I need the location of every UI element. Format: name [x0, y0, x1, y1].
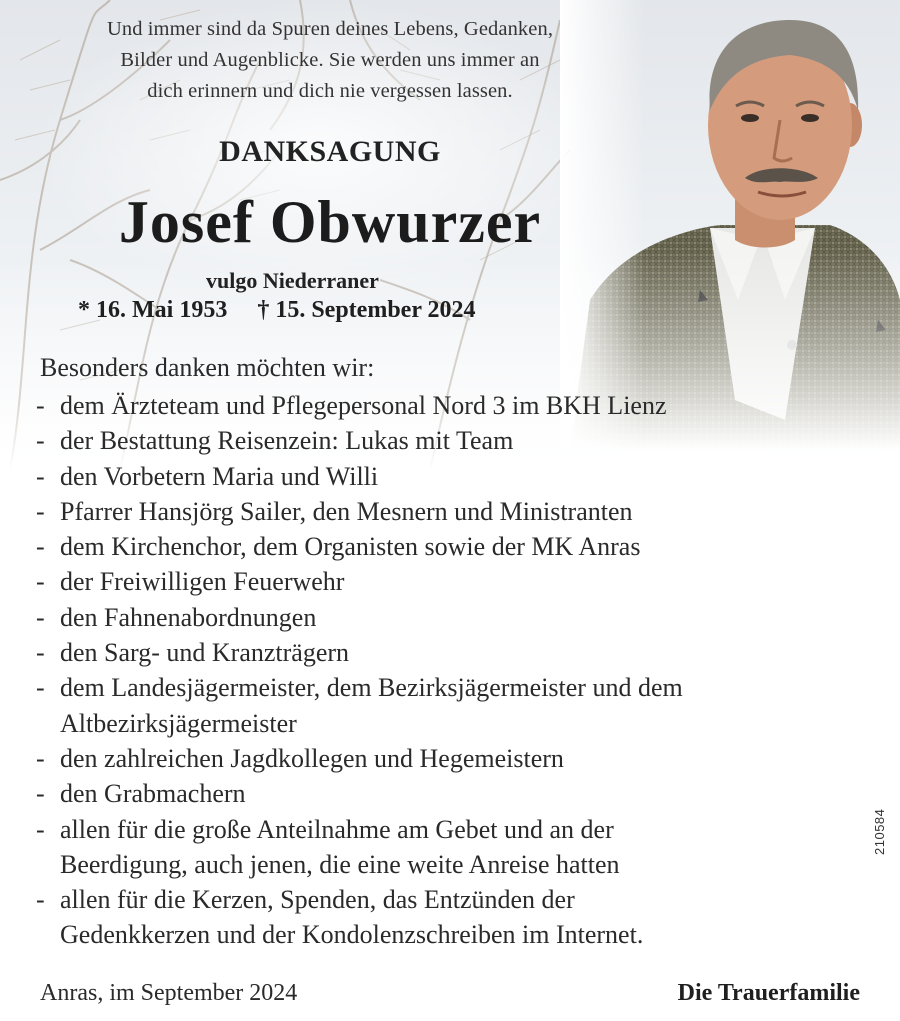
thanks-item-line: den Fahnenabordnungen — [60, 602, 317, 632]
thanks-item — [36, 670, 856, 741]
quote-line: Bilder und Augenblicke. Sie werden uns immer an — [120, 49, 540, 71]
thanks-item — [36, 564, 856, 599]
list-dash: - — [36, 567, 45, 597]
thanks-intro: Besonders danken möchten wir: — [40, 353, 375, 382]
list-dash: - — [36, 532, 45, 562]
thanks-item — [36, 776, 856, 811]
list-dash: - — [36, 496, 45, 526]
list-dash: - — [36, 885, 45, 915]
thanks-item-line: Pfarrer Hansjörg Sailer, den Mesnern und Ministranten — [60, 496, 633, 526]
list-dash: - — [36, 426, 45, 456]
thanks-item — [36, 388, 856, 423]
thanks-item-line: Beerdigung, auch jenen, die eine weite Anreise hatten — [60, 849, 620, 879]
thanks-item-line: dem Ärzteteam und Pflegepersonal Nord 3 im BKH Lienz — [60, 391, 667, 420]
list-dash: - — [36, 779, 45, 809]
memorial-quote — [20, 14, 640, 107]
thanks-item-line: dem Kirchenchor, dem Organisten sowie der MK Anras — [60, 532, 641, 562]
thanks-item-line: allen für die große Anteilnahme am Gebet und an der — [60, 814, 614, 844]
signature: Die Trauerfamilie — [677, 980, 860, 1006]
thanks-item-line: den Vorbetern Maria und Willi — [60, 461, 379, 491]
list-dash: - — [36, 461, 45, 491]
list-dash: - — [36, 638, 45, 668]
list-dash: - — [36, 743, 45, 773]
thanks-item-line: Altbezirksjägermeister — [60, 708, 297, 738]
list-dash: - — [36, 814, 45, 844]
deceased-name: Josef Obwurzer — [118, 189, 542, 255]
birth-date: * 16. Mai 1953 — [78, 297, 228, 323]
thanks-list — [36, 388, 856, 953]
list-dash: - — [36, 602, 45, 632]
quote-line: Und immer sind da Spuren deines Lebens, Gedanken, — [106, 18, 554, 40]
death-date: † 15. September 2024 — [257, 297, 476, 323]
thanks-item-line: der Bestattung Reisenzein: Lukas mit Team — [60, 426, 514, 456]
thanks-item-line: der Freiwilligen Feuerwehr — [60, 567, 345, 597]
place-and-date: Anras, im September 2024 — [40, 980, 298, 1006]
quote-line: dich erinnern und dich nie vergessen lassen. — [147, 80, 513, 102]
thanks-item — [36, 741, 856, 776]
life-dates — [78, 297, 476, 324]
thanks-item — [36, 812, 856, 883]
thanks-item — [36, 423, 856, 458]
thanks-item — [36, 635, 856, 670]
thanks-item-line: den Sarg- und Kranzträgern — [60, 638, 350, 668]
list-dash: - — [36, 673, 45, 703]
deceased-nickname: vulgo Niederraner — [206, 268, 379, 293]
thanks-item-line: den zahlreichen Jagdkollegen und Hegemeistern — [60, 743, 564, 773]
thanks-item — [36, 600, 856, 635]
list-dash: - — [36, 391, 45, 420]
thanks-item — [36, 882, 856, 953]
thanks-item — [36, 529, 856, 564]
thanks-item-line: dem Landesjägermeister, dem Bezirksjägermeister und dem — [60, 673, 683, 703]
notice-heading: DANKSAGUNG — [219, 135, 441, 168]
thanks-item — [36, 494, 856, 529]
thanks-item-line: Gedenkkerzen und der Kondolenzschreiben im Internet. — [60, 920, 644, 950]
thanks-item-line: den Grabmachern — [60, 779, 246, 809]
thanks-item — [36, 459, 856, 494]
ad-code: 210584 — [872, 808, 887, 855]
thanks-item-line: allen für die Kerzen, Spenden, das Entzünden der — [60, 885, 575, 915]
